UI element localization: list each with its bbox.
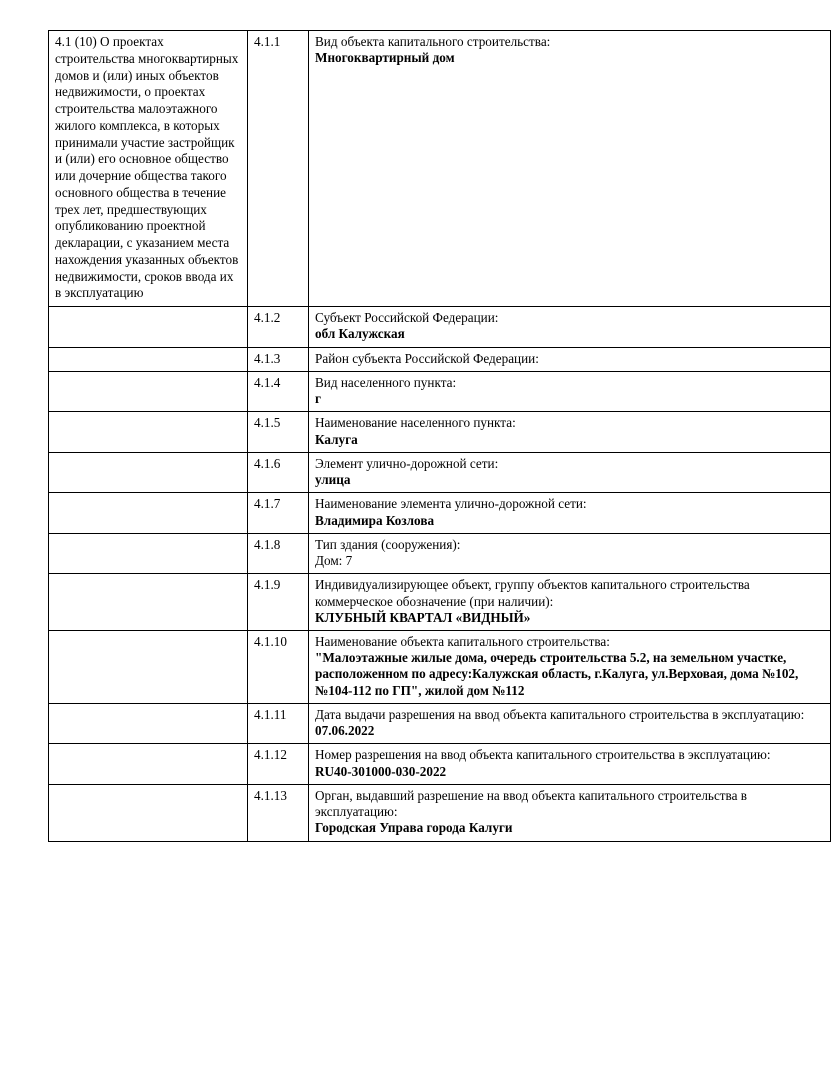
row-value: Владимира Козлова <box>315 512 435 528</box>
section-title-cell <box>49 31 248 307</box>
row-content <box>309 533 831 573</box>
row-value: Многоквартирный дом <box>315 50 455 66</box>
row-code: 4.1.3 <box>248 347 309 371</box>
row-value: Калуга <box>315 431 358 447</box>
row-value: "Малоэтажные жилые дома, очередь строительства 5.2, на земельном участке, расположенном по адресу:Калужская область, г.Калуга, ул.Верховая, дома №102, №104-112 по ГП", жилой дом №112 <box>315 650 799 698</box>
section-title: 4.1 (10) О проектах строительства многоквартирных домов и (или) иных объектов недвижимости, о проектах строительства малоэтажного жилого комплекса, в которых принимали участие застройщик и (или) его основное общество или дочерние общества такого основного общества в течение трех лет, предшествующих опубликованию проектной декларации, с указанием места нахождения указанных объектов недвижимости, сроков ввода их в эксплуатацию <box>55 34 239 301</box>
row-value: КЛУБНЫЙ КВАРТАЛ «ВИДНЫЙ» <box>315 609 531 625</box>
row-code: 4.1.13 <box>248 784 309 841</box>
row-label: Субъект Российской Федерации: <box>315 310 499 326</box>
empty-left-cell <box>49 493 248 533</box>
empty-left-cell <box>49 412 248 452</box>
row-value: обл Калужская <box>315 326 405 342</box>
table-row <box>49 412 831 452</box>
row-value: г <box>315 391 321 407</box>
row-label: Индивидуализирующее объект, группу объектов капитального строительства коммерческое обозначение (при наличии): <box>315 577 750 609</box>
row-label: Тип здания (сооружения): <box>315 536 461 552</box>
row-code: 4.1.2 <box>248 307 309 347</box>
empty-left-cell <box>49 744 248 784</box>
table-row <box>49 574 831 631</box>
row-content <box>309 703 831 743</box>
row-code: 4.1.4 <box>248 371 309 411</box>
row-code: 4.1.12 <box>248 744 309 784</box>
row-content <box>309 371 831 411</box>
table-row <box>49 631 831 704</box>
row-value: Дом: 7 <box>315 553 353 569</box>
row-content <box>309 412 831 452</box>
empty-left-cell <box>49 371 248 411</box>
row-content <box>309 631 831 704</box>
row-content <box>309 784 831 841</box>
row-label: Наименование объекта капитального строительства: <box>315 634 610 649</box>
empty-left-cell <box>49 784 248 841</box>
declaration-table <box>48 30 831 842</box>
row-content <box>309 493 831 533</box>
row-code: 4.1.8 <box>248 533 309 573</box>
table-row <box>49 703 831 743</box>
table-row <box>49 533 831 573</box>
row-value: улица <box>315 472 351 488</box>
row-content <box>309 574 831 631</box>
row-content <box>309 452 831 492</box>
row-label: Элемент улично-дорожной сети: <box>315 455 499 471</box>
table-row <box>49 493 831 533</box>
row-value: RU40-301000-030-2022 <box>315 763 447 779</box>
row-code: 4.1.10 <box>248 631 309 704</box>
table-row <box>49 744 831 784</box>
row-code: 4.1.1 <box>248 31 309 307</box>
empty-left-cell <box>49 347 248 371</box>
table-row <box>49 452 831 492</box>
row-value: Городская Управа города Калуги <box>315 820 513 836</box>
row-content <box>309 31 831 307</box>
row-label: Наименование элемента улично-дорожной сети: <box>315 496 587 512</box>
row-code: 4.1.7 <box>248 493 309 533</box>
row-code: 4.1.6 <box>248 452 309 492</box>
row-content <box>309 744 831 784</box>
empty-left-cell <box>49 703 248 743</box>
empty-left-cell <box>49 533 248 573</box>
row-code: 4.1.5 <box>248 412 309 452</box>
row-label: Наименование населенного пункта: <box>315 415 516 431</box>
row-label: Орган, выдавший разрешение на ввод объекта капитального строительства в эксплуатацию: <box>315 787 747 820</box>
empty-left-cell <box>49 574 248 631</box>
empty-left-cell <box>49 307 248 347</box>
table-row <box>49 31 831 307</box>
row-label: Вид населенного пункта: <box>315 374 457 390</box>
table-row <box>49 371 831 411</box>
table-row <box>49 784 831 841</box>
row-label: Дата выдачи разрешения на ввод объекта капитального строительства в эксплуатацию: <box>315 706 805 722</box>
table-row <box>49 307 831 347</box>
row-code: 4.1.9 <box>248 574 309 631</box>
table-row <box>49 347 831 371</box>
row-value: 07.06.2022 <box>315 723 375 739</box>
empty-left-cell <box>49 631 248 704</box>
empty-left-cell <box>49 452 248 492</box>
row-label: Номер разрешения на ввод объекта капитального строительства в эксплуатацию: <box>315 747 771 763</box>
row-code: 4.1.11 <box>248 703 309 743</box>
row-content <box>309 307 831 347</box>
row-label: Вид объекта капитального строительства: <box>315 34 551 49</box>
row-content <box>309 347 831 371</box>
row-label: Район субъекта Российской Федерации: <box>315 350 539 366</box>
